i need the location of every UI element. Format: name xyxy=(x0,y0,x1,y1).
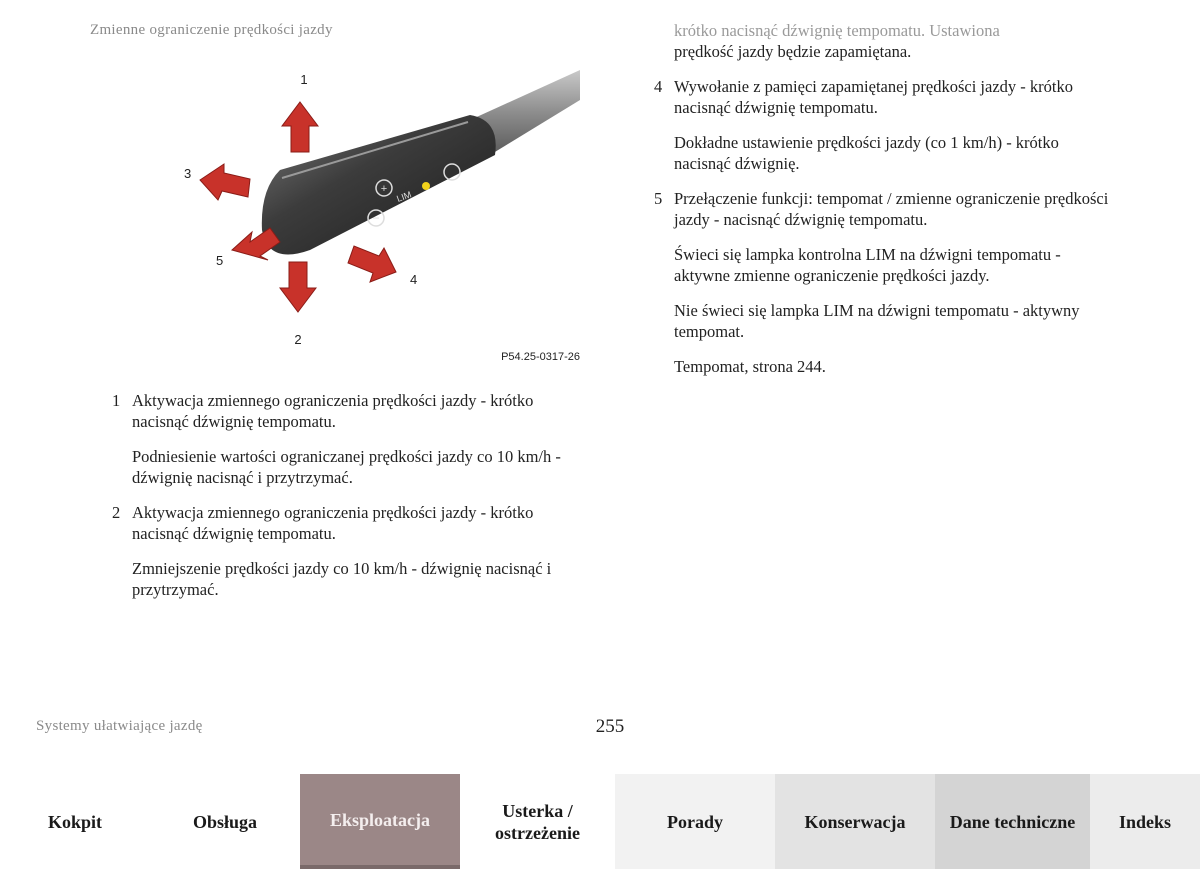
svg-text:1: 1 xyxy=(300,72,308,87)
continued-text: prędkość jazdy będzie zapamiętana. xyxy=(674,42,912,61)
tab-obsluga[interactable]: Obsługa xyxy=(150,774,300,869)
tab-konserwacja[interactable]: Konserwacja xyxy=(775,774,935,869)
list-item xyxy=(112,502,582,544)
page-number: 255 xyxy=(595,716,625,737)
list-item xyxy=(112,390,582,432)
arrow-push-icon xyxy=(232,228,280,260)
item-text: Aktywacja zmiennego ograniczenia prędkości jazdy - krótko nacisnąć dźwignię tempomatu. xyxy=(132,391,534,431)
tab-dane-techniczne[interactable]: Dane techniczne xyxy=(935,774,1090,869)
lim-lamp xyxy=(422,182,430,190)
svg-text:−: − xyxy=(372,211,380,225)
cross-reference: Tempomat, strona 244. xyxy=(674,357,826,376)
item-number: 4 xyxy=(654,77,663,96)
arrow-down-icon xyxy=(280,262,316,312)
continued-text-faded: krótko nacisnąć dźwignię tempomatu. Ustawiona xyxy=(674,21,1000,40)
item-subtext: Nie świeci się lampka LIM na dźwigni tempomatu - aktywny tempomat. xyxy=(674,301,1080,341)
tab-eksploatacja[interactable]: Eksploatacja xyxy=(300,774,460,869)
list-item xyxy=(654,188,1114,230)
lever-illustration xyxy=(170,60,590,370)
item-subtext: Zmniejszenie prędkości jazdy co 10 km/h - dźwignię nacisnąć i przytrzymać. xyxy=(132,559,552,599)
item-text: Przełączenie funkcji: tempomat / zmienne ograniczenie prędkości jazdy - nacisnąć dźwignię tempomatu. xyxy=(674,189,1109,229)
svg-text:2: 2 xyxy=(294,332,302,347)
item-subtext: Podniesienie wartości ograniczanej prędkości jazdy co 10 km/h - dźwignię nacisnąć i przytrzymać. xyxy=(132,447,561,487)
tab-usterka[interactable]: Usterka / ostrzeżenie xyxy=(460,774,615,869)
item-number: 5 xyxy=(654,189,663,208)
item-text: Aktywacja zmiennego ograniczenia prędkości jazdy - krótko nacisnąć dźwignię tempomatu. xyxy=(132,503,534,543)
item-subtext: Świeci się lampka kontrolna LIM na dźwigni tempomatu - aktywne zmienne ograniczenie prędkości jazdy. xyxy=(674,245,1061,285)
chapter-nav xyxy=(0,774,1200,869)
right-column xyxy=(654,20,1114,391)
arrow-left-icon xyxy=(200,164,250,200)
item-number: 2 xyxy=(112,503,121,522)
footer-section-title: Systemy ułatwiające jazdę xyxy=(36,718,203,734)
item-text: Wywołanie z pamięci zapamiętanej prędkości jazdy - krótko nacisnąć dźwignię tempomatu. xyxy=(674,77,1073,117)
svg-text:5: 5 xyxy=(216,253,224,268)
arrow-down-right-icon xyxy=(348,246,396,282)
item-number: 1 xyxy=(112,391,121,410)
section-title: Zmienne ograniczenie prędkości jazdy xyxy=(90,22,333,38)
svg-text:3: 3 xyxy=(184,166,192,181)
cruise-lever-figure xyxy=(170,60,590,370)
tab-indeks[interactable]: Indeks xyxy=(1090,774,1200,869)
left-column xyxy=(112,390,582,614)
svg-text:LIM: LIM xyxy=(395,189,413,204)
svg-text:4: 4 xyxy=(410,272,418,287)
list-item xyxy=(654,76,1114,118)
svg-text:+: + xyxy=(380,183,388,195)
svg-text:P54.25-0317-26: P54.25-0317-26 xyxy=(501,351,580,363)
arrow-up-icon xyxy=(282,102,318,152)
tab-porady[interactable]: Porady xyxy=(615,774,775,869)
item-subtext: Dokładne ustawienie prędkości jazdy (co 1 km/h) - krótko nacisnąć dźwignię. xyxy=(674,133,1059,173)
tab-kokpit[interactable]: Kokpit xyxy=(0,774,150,869)
